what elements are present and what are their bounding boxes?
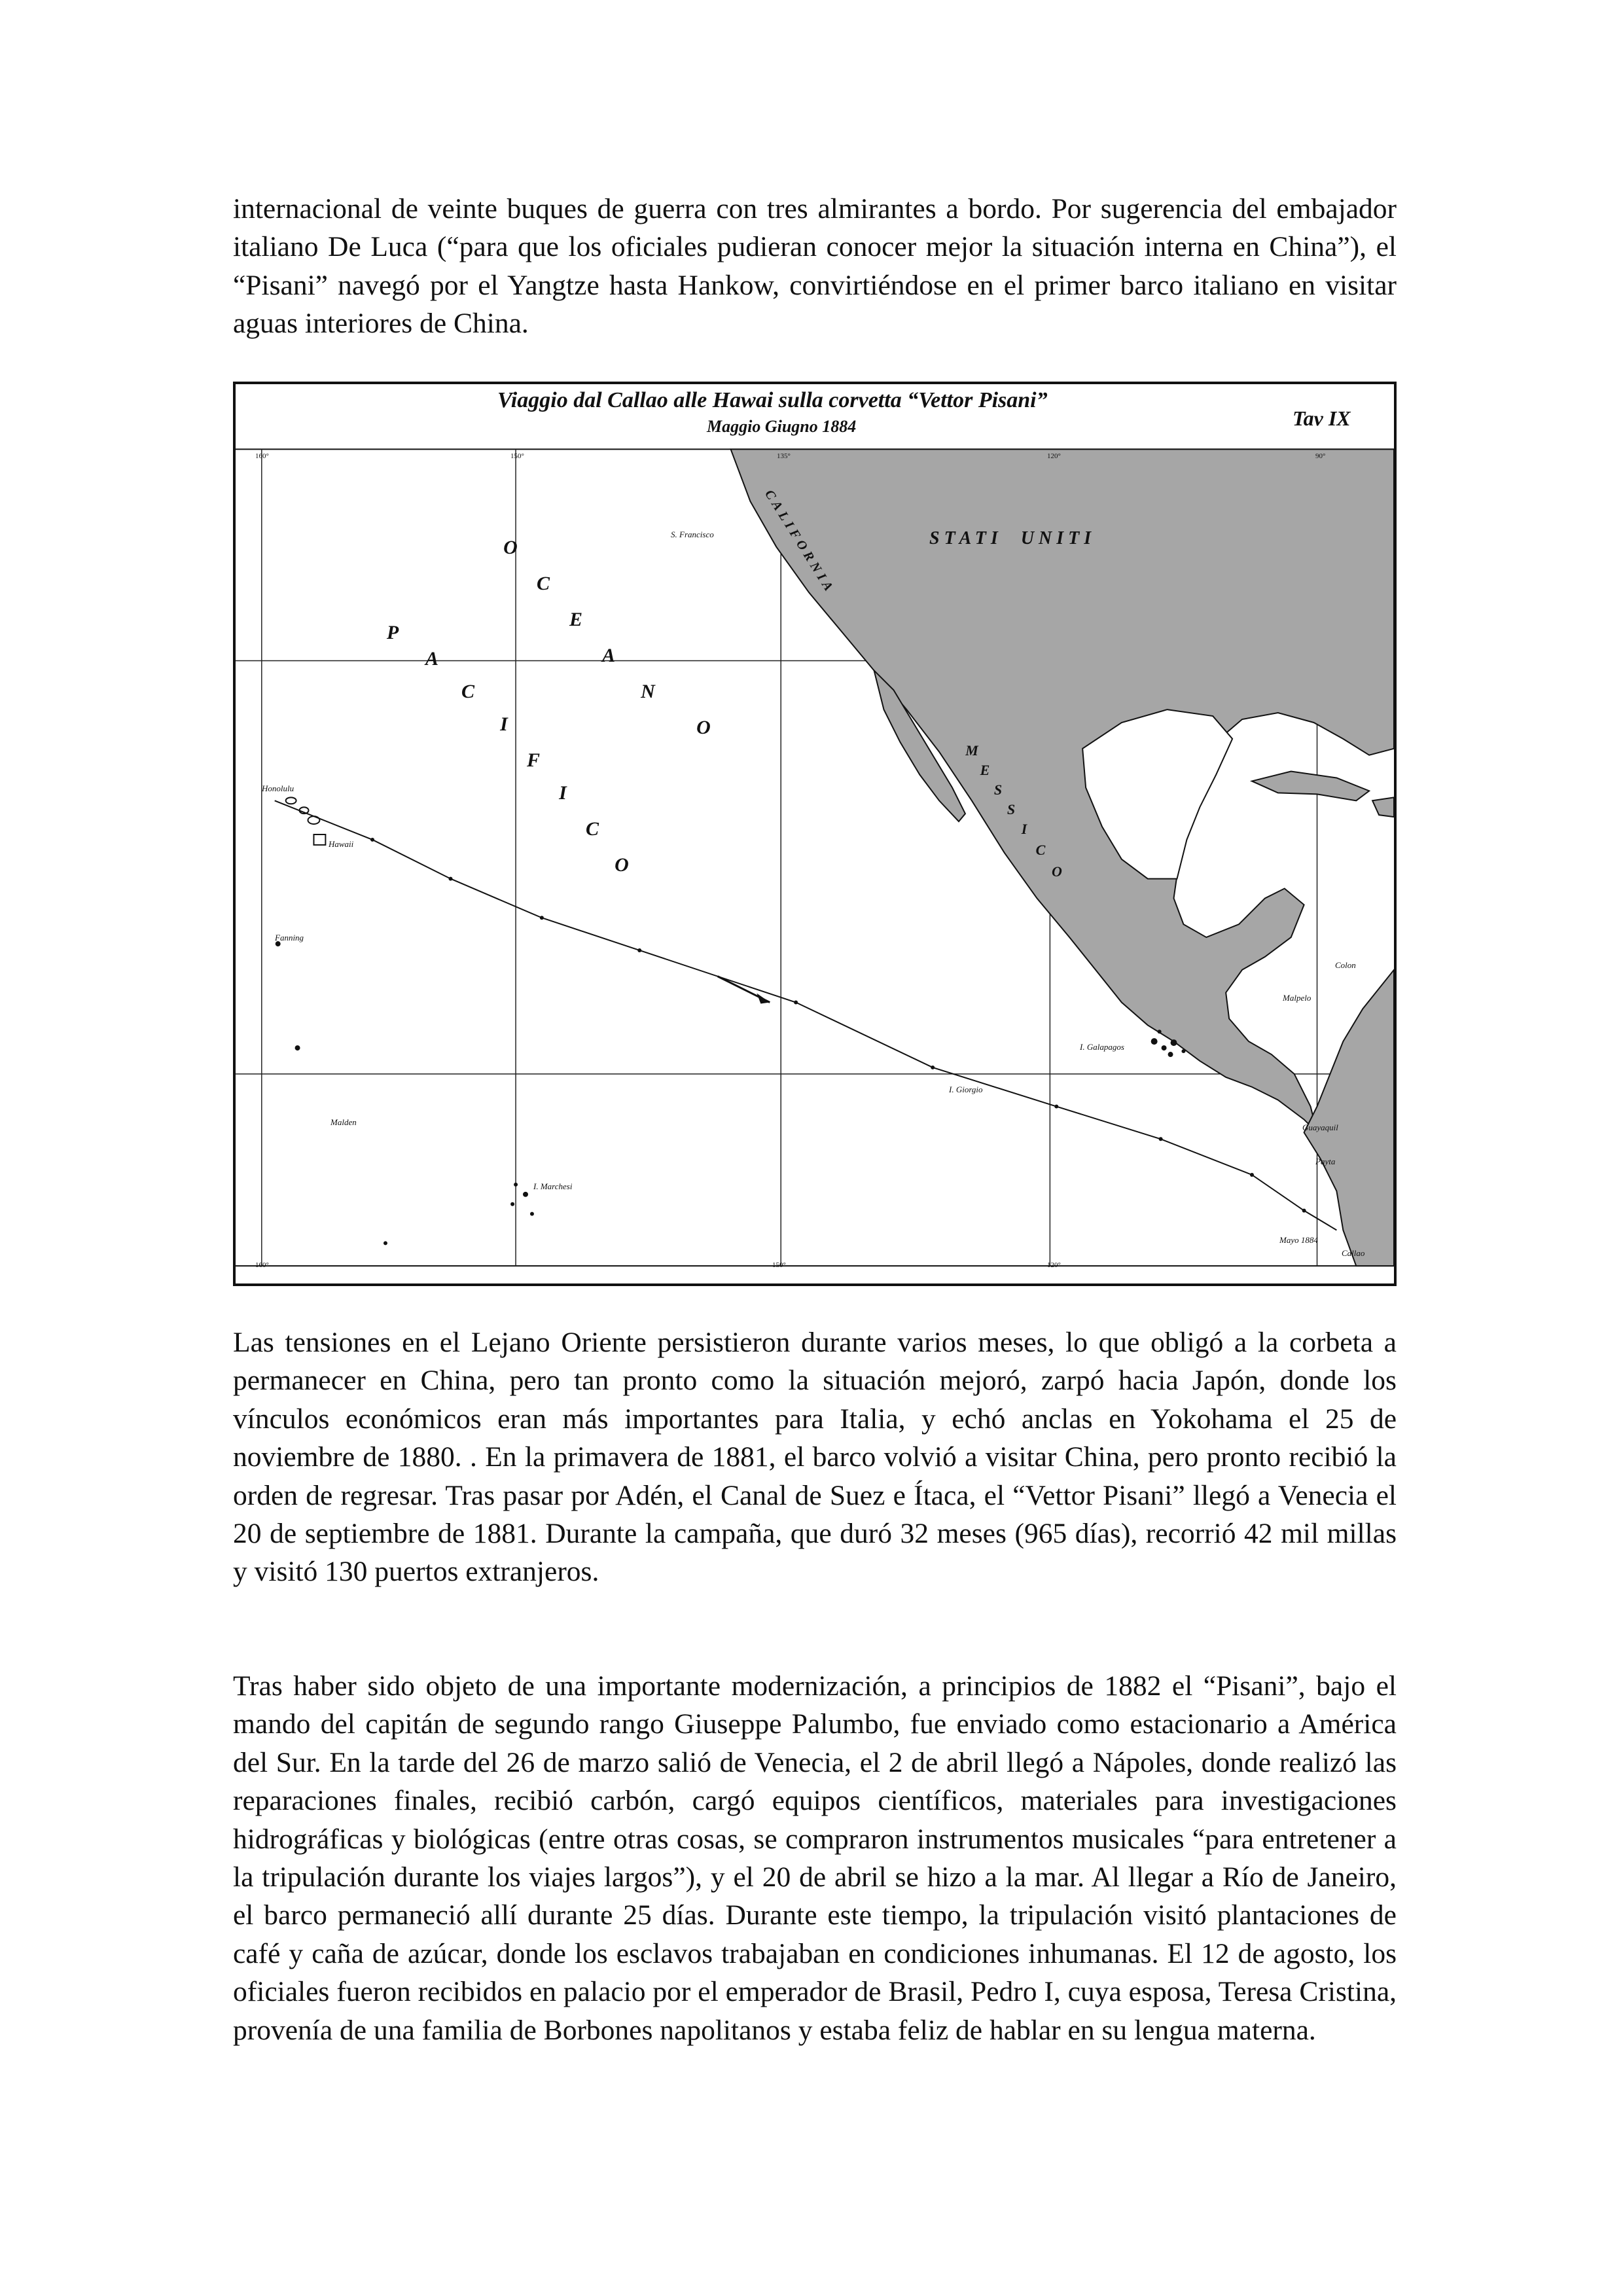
place-malpelo: Malpelo xyxy=(1283,993,1311,1003)
place-guayaquil: Guayaquil xyxy=(1302,1122,1338,1132)
mexico-letter: M xyxy=(965,742,978,759)
map-graphic xyxy=(236,384,1394,1283)
ocean-letter: N xyxy=(641,681,655,702)
mexico-letter: O xyxy=(1052,863,1062,880)
degree-label: 90° xyxy=(1315,452,1326,460)
map-plate-number: Tav IX xyxy=(1293,406,1351,430)
place-hawaii: Hawaii xyxy=(329,839,354,849)
degree-label: 120° xyxy=(1047,1261,1061,1269)
ocean-letter: A xyxy=(601,645,616,666)
place-marchesi: I. Marchesi xyxy=(533,1181,573,1191)
pacific-letter: O xyxy=(615,854,629,876)
place-callao: Callao xyxy=(1342,1248,1365,1258)
ocean-letter: C xyxy=(536,573,550,594)
ocean-letter: O xyxy=(696,717,711,738)
mexico-letter: S xyxy=(1007,801,1016,817)
paragraph-3: Tras haber sido objeto de una importante modernización, a principios de 1882 el “Pisani”, bajo el mando del capitán de segundo rango Giuseppe Palumbo, fue enviado como estacionario a América del Sur. En la tarde del 26 de marzo salió de Venecia, el 2 de abril llegó a Nápoles, donde realizó las reparaciones finales, recibió carbón, cargó equipos científicos, materiales para investigaciones hidrográficas y biológicas (entre otras cosas, se compraron instrumentos musicales “para entretener a la tripulación durante los viajes largos”), y el 20 de abril se hizo a la mar. Al llegar a Río de Janeiro, el barco permaneció allí durante 25 días. Durante este tiempo, la tripulación visitó plantaciones de café y caña de azúcar, donde los esclavos trabajaban en condiciones inhumanas. El 12 de agosto, los oficiales fueron recibidos en palacio por el emperador de Brasil, Pedro I, cuya esposa, Teresa Cristina, provenía de una familia de Borbones napolitanos y estaba feliz de hablar en su lengua materna. xyxy=(233,1670,1397,2046)
historical-voyage-map xyxy=(233,382,1397,1286)
mexico-letter: C xyxy=(1035,842,1046,858)
degree-label: 160° xyxy=(255,1261,269,1269)
pacific-letter: P xyxy=(386,622,399,643)
paragraph-2: Las tensiones en el Lejano Oriente persistieron durante varios meses, lo que obligó a la corbeta a permanecer en China, pero tan pronto como la situación mejoró, zarpó hacia Japón, donde los vínculos económicos eran más importantes para Italia, y echó anclas en Yokohama el 25 de noviembre de 1880. . En la primavera de 1881, el barco volvió a visitar China, pero pronto recibió la orden de regresar. Tras pasar por Adén, el Canal de Suez e Ítaca, el “Vettor Pisani” llegó a Venecia el 20 de septiembre de 1881. Durante la campaña, que duró 32 meses (965 días), recorrió 42 mil millas y visitó 130 puertos extranjeros. xyxy=(233,1327,1397,1588)
cuba-island xyxy=(1252,772,1369,801)
pacific-letter: I xyxy=(500,713,508,735)
place-galapagos: I. Galapagos xyxy=(1080,1042,1124,1052)
california-label: CALIFORNIA xyxy=(762,487,838,597)
degree-label: 150° xyxy=(510,452,524,460)
hawaii-islands xyxy=(286,797,326,845)
place-fanning: Fanning xyxy=(275,933,304,942)
pacific-letter: A xyxy=(425,648,439,670)
degree-label: 150° xyxy=(772,1261,786,1269)
paragraph-1: internacional de veinte buques de guerra con tres almirantes a bordo. Por sugerencia del embajador italiano De Luca (“para que los oficiales pudieran conocer mejor la situación interna en China”), el “Pisani” navegó por el Yangtze hasta Hankow, convirtiéndose en el primer barco italiano en visitar aguas interiores de China. xyxy=(233,193,1397,340)
map-subtitle: Maggio Giugno 1884 xyxy=(707,417,857,436)
pacific-letter: I xyxy=(559,782,567,804)
hispaniola-island xyxy=(1372,797,1394,817)
degree-label: 120° xyxy=(1047,452,1061,460)
mexico-letter: S xyxy=(993,781,1003,798)
degree-label: 135° xyxy=(777,452,791,460)
pacific-letter: C xyxy=(585,818,599,840)
usa-label: S T A T I U N I T I xyxy=(929,528,1092,548)
place-honolulu: Honolulu xyxy=(262,783,294,793)
ocean-letter: E xyxy=(569,609,583,630)
map-title: Viaggio dal Callao alle Hawai sulla corvetta “Vettor Pisani” xyxy=(497,388,1048,412)
ocean-letter: O xyxy=(503,537,518,558)
place-colon: Colon xyxy=(1335,960,1356,970)
mexico-letter: E xyxy=(980,762,990,778)
place-malden: Malden xyxy=(330,1117,357,1127)
place-mayo: Mayo 1884 xyxy=(1279,1235,1318,1245)
place-isola: I. Giorgio xyxy=(949,1085,983,1094)
place-payta: Payta xyxy=(1315,1157,1336,1166)
pacific-islets xyxy=(276,941,534,1245)
mexico-letter: I xyxy=(1021,821,1027,837)
pacific-letter: F xyxy=(526,749,541,771)
degree-label: 160° xyxy=(255,452,269,460)
place-san-francisco: S. Francisco xyxy=(671,529,714,539)
pacific-letter: C xyxy=(461,681,475,702)
